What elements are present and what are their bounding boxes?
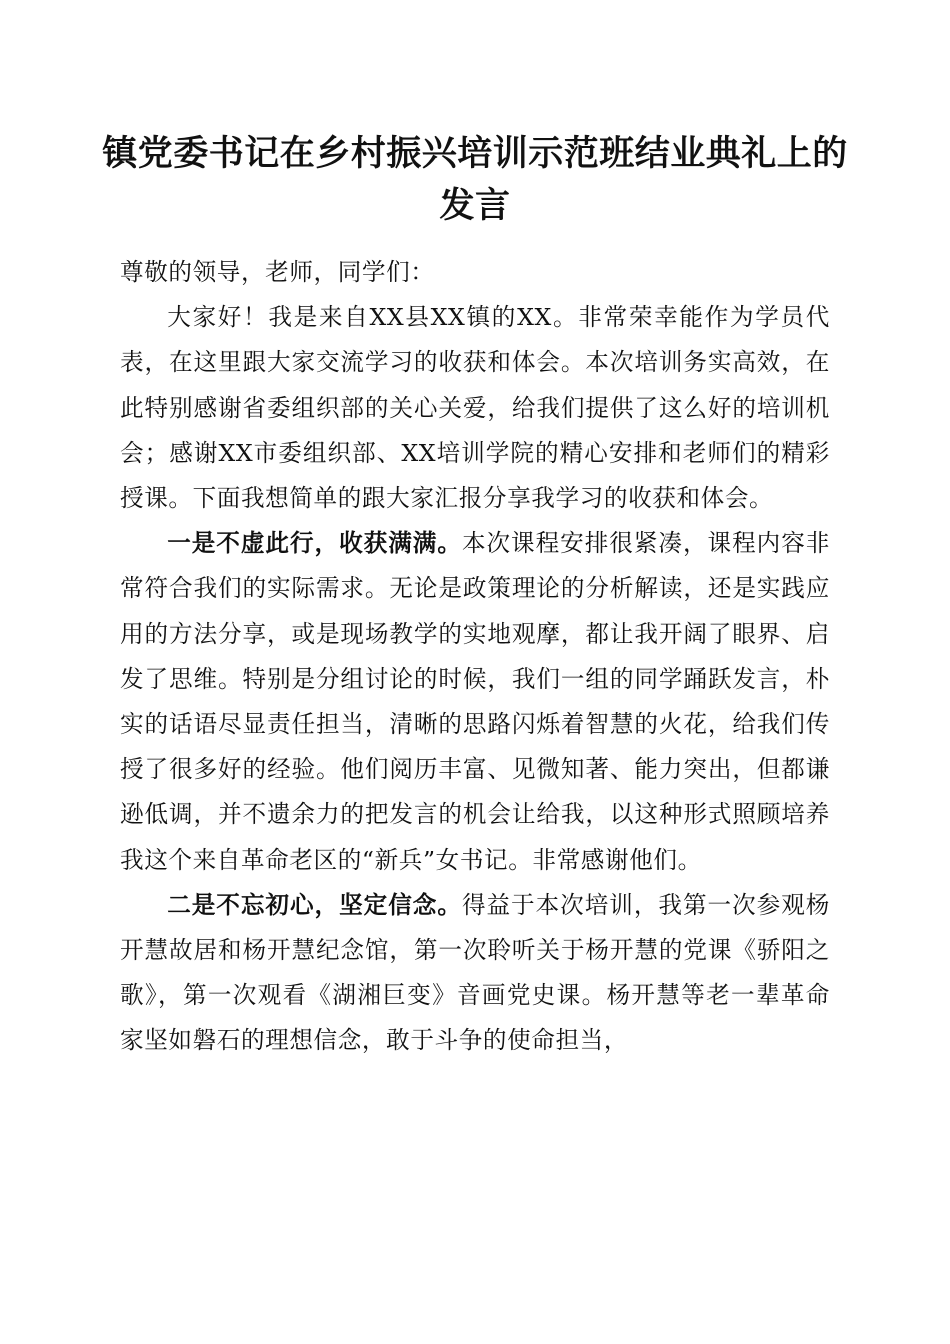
document-title: 镇党委书记在乡村振兴培训示范班结业典礼上的发言 bbox=[102, 133, 848, 226]
paragraph-point-two bbox=[120, 883, 830, 1064]
paragraph-lead: 一是不虚此行，收获满满。 bbox=[167, 529, 462, 558]
salutation: 尊敬的领导，老师，同学们： bbox=[120, 258, 435, 286]
paragraph-greeting bbox=[120, 295, 830, 521]
document-body bbox=[120, 250, 830, 1064]
paragraph-text: 大家好！我是来自XX县XX镇的XX。非常荣幸能作为学员代表，在这里跟大家交流学习的收获和体会。本次培训务实高效，在此特别感谢省委组织部的关心关爱，给我们提供了这么好的培训机会；感谢XX市委组织部、XX培训学院的精心安排和老师们的精彩授课。下面我想简单的跟大家汇报分享我学习的收获和体会。 bbox=[120, 303, 830, 513]
paragraph-text: 得益于本次培训，我第一次参观杨开慧故居和杨开慧纪念馆，第一次聆听关于杨开慧的党课《骄阳之歌》，第一次观看《湖湘巨变》音画党史课。杨开慧等老一辈革命家坚如磐石的理想信念，敢于斗争的使命担当， bbox=[120, 890, 830, 1055]
paragraph-lead: 二是不忘初心，坚定信念。 bbox=[167, 890, 462, 919]
paragraph-text: 本次课程安排很紧凑，课程内容非常符合我们的实际需求。无论是政策理论的分析解读，还是实践应用的方法分享，或是现场教学的实地观摩，都让我开阔了眼界、启发了思维。特别是分组讨论的时候，我们一组的同学踊跃发言，朴实的话语尽显责任担当，清晰的思路闪烁着智慧的火花，给我们传授了很多好的经验。他们阅历丰富、见微知著、能力突出，但都谦逊低调，并不遗余力的把发言的机会让给我，以这种形式照顾培养我这个来自革命老区的“新兵”女书记。非常感谢他们。 bbox=[120, 529, 830, 874]
paragraph-point-one bbox=[120, 521, 830, 883]
